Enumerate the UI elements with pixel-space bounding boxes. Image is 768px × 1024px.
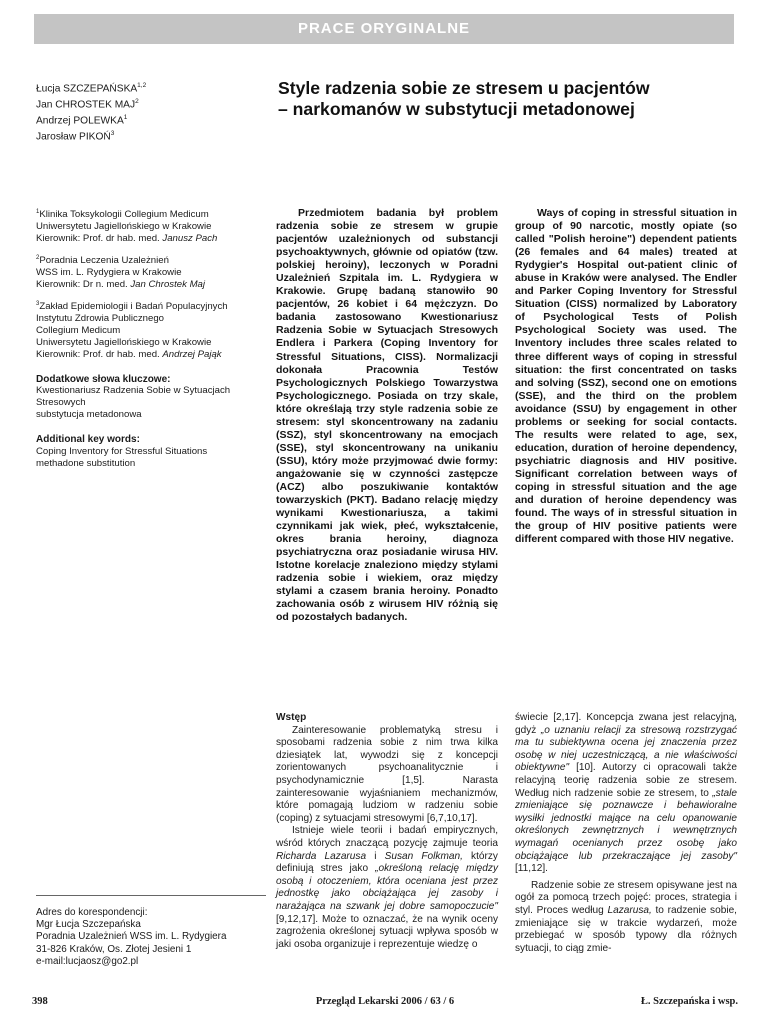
- abstract-english: [515, 207, 737, 546]
- title-line: – narkomanów w substytucji metadonowej: [278, 99, 635, 119]
- correspondence-line: Poradnia Uzależnień WSS im. L. Rydygiera: [36, 931, 227, 943]
- title-line: Style radzenia sobie ze stresem u pacjentów: [278, 78, 650, 98]
- keywords-heading: Dodatkowe słowa kluczowe:: [36, 373, 171, 385]
- body-paragraph: Radzenie sobie ze stresem opisywane jest na ogół za pomocą trzech pojęć: proces, strategia i styl. Proces według Lazarusa, to radzenie sobie, zmieniające się w trakcie wydarzeń, może przebiegać w sposób typowy dla różnych sytuacji, to ciąg zmie-: [515, 879, 737, 954]
- page-number: 398: [32, 996, 48, 1007]
- keyword: Kwestionariusz Radzenia Sobie w Sytuacjach: [36, 385, 231, 397]
- page-footer: [32, 996, 738, 1012]
- affiliation: $^2$Poradnia Leczenia Uzależnień WSS im. L. Rydygiera w Krakowie Kierownik: Dr n. med. Jan Chrostek Maj: [36, 254, 206, 290]
- correspondence-heading: Adres do korespondencji:: [36, 907, 148, 918]
- correspondence-email: e-mail:lucjaosz@go2.pl: [36, 955, 139, 967]
- section-banner: PRACE ORYGINALNE: [34, 14, 734, 44]
- footnote-divider: [36, 895, 266, 896]
- affiliation: $^3$Zakład Epidemiologii i Badań Populacyjnych Instytutu Zdrowia Publicznego Collegium Medicum Uniwersytetu Jagiellońskiego w Krakowie Kierownik: Prof. dr hab. med. Andrzej Pająk: [36, 300, 228, 360]
- article-title: [278, 78, 738, 120]
- author-name: Łucja SZCZEPAŃSKA$^{1,2}$: [36, 82, 147, 95]
- correspondence-line: 31-826 Kraków, Os. Złotej Jesieni 1: [36, 943, 192, 955]
- keyword: substytucja metadonowa: [36, 409, 142, 421]
- author-list: [36, 80, 226, 144]
- body-paragraph: Zainteresowanie problematyką stresu i sposobami radzenia sobie z nim trwa kilka dziesiątek lat, wywodzi się z koncepcji zorientowanych psychoanalitycznie i psychodynamicznie [1,5]. Narasta zainteresowanie wyjaśnianiem mechanizmów, które pomagają ludziom w radzeniu sobie (coping) z sytuacjami stresowymi [6,7,10,17].: [276, 724, 498, 824]
- body-paragraph: Istnieje wiele teorii i badań empirycznych, wśród których znaczącą pozycję zajmuje teoria Richarda Lazarusa i Susan Folkman, którzy definiują stres jako „określoną relację między osobą i otoczeniem, która oceniana jest przez jednostkę jako obciążająca jej zasoby i narażająca na szwank jej dobre samopoczucie" [9,12,17]. Może to oznaczać, że na wynik oceny zagrożenia określonej sytuacji wpływa sposób w jaki osoba organizuje i reprezentuje wiedzę o: [276, 825, 498, 950]
- keyword: methadone substitution: [36, 457, 136, 469]
- body-paragraph: świecie [2,17]. Koncepcja zwana jest relacyjną, gdyż „o uznaniu relacji za stresową rozstrzygać ma tu subiektywna ocena jej znaczenia przez osobę w niej uczestniczącą, a nie właściwości obiektywne" [10]. Autorzy ci opracowali także relacyjną teorię radzenia sobie ze stresem. Według nich radzenie sobie ze stresem, to „stale zmieniające się poznawcze i behawioralne wysiłki jednostki mające na celu opanowanie określonych zewnętrznych i wewnętrznych wymagań ocenianych przez osobę jako obciążające lub przekraczające jej zasoby" [11,12].: [515, 712, 737, 875]
- running-head: Ł. Szczepańska i wsp.: [640, 996, 738, 1007]
- abstract-polish: [276, 207, 498, 625]
- abstract-text: Przedmiotem badania był problem radzenia sobie ze stresem w grupie pacjentów uzależnionych od substancji psychoaktywnych, głównie od opiatów (tzw. polskiej heroiny), leczonych w Poradni Uzależnień Szpitala im. L. Rydygiera w Krakowie. Grupę badaną stanowiło 90 pacjentów, 26 kobiet i 64 mężczyzn. Do badania zastosowano Kwestionariusz Radzenia Sobie w Sytuacjach Stresowych Endlera i Parkera (Coping Inventory for Stressful Situations, CISS). Normalizacji dokonała Pracownia Testów Psychologicznych Polskiego Towarzystwa Psychologicznego. Posiada on trzy skale, które określają trzy style radzenia sobie ze stresem: styl skoncentrowany na zadaniu (SSZ), styl skoncentrowany na emocjach (SSE), styl skoncentrowany na unikaniu (SSU), który może przyjmować dwie formy: angażowanie się w czynności zastępcze (ACZ) albo poszukiwanie kontaktów towarzyskich (PKT). Badano relację między wynikami Kwestionariusza, a takimi czynnikami jak wiek, płeć, wykształcenie, okres brania heroiny, diagnoza psychiatryczna oraz posiadanie wirusa HIV. Istotne korelacje znaleziono między stylami radzenia sobie i wiekiem, oraz między stylami a czasem brania heroiny. Ponadto zachowania osób z wirusem HIV różnią się od pozostałych badanych.: [276, 207, 498, 624]
- abstract-text: Ways of coping in stressful situation in group of 90 narcotic, mostly opiate (so called "Polish heroine") dependent patients (26 females and 64 males) treated at Rydygier's Hospital out-patient clinic of abuse in Kraków were analysed. The Endler and Parker Coping Inventory for Stressful Situation (CISS) normalized by Laboratory of Psychological Tests of Polish Psychological Society was used. The Inventory includes three scales related to three different ways of coping in stressful situation: the first concentrated on tasks and solving (SSZ), second one on emotions (SSE), and the third on the problem avoidance (SSU) by engagement in other problems or seeking for social contacts. The results were related to age, sex, education, duration of heroine dependency, psychiatric diagnosis and HIV positive. Significant correlation between ways of coping in stressful situation and the age and duration of heroine dependency was found. The ways of in stressful situation in the group of HIV positive patients were different compared with those HIV negative.: [515, 207, 737, 546]
- affiliation: $^1$Klinika Toksykologii Collegium Medicum Uniwersytetu Jagiellońskiego w Krakowie Kierownik: Prof. dr hab. med. Janusz Pach: [36, 209, 218, 244]
- journal-citation: Przegląd Lekarski 2006 / 63 / 6: [315, 996, 455, 1007]
- body-column-right: [515, 712, 737, 955]
- section-heading: Wstęp: [276, 712, 307, 723]
- author-name: Jan CHROSTEK MAJ$^2$: [36, 97, 139, 111]
- keywords-english: [36, 434, 266, 470]
- keyword: Stresowych: [36, 397, 86, 409]
- keyword: Coping Inventory for Stressful Situations: [36, 446, 208, 458]
- keywords-heading: Additional key words:: [36, 434, 140, 446]
- correspondence-address: [36, 907, 266, 968]
- author-name: Andrzej POLEWKA$^1$: [36, 113, 128, 127]
- correspondence-name: Mgr Łucja Szczepańska: [36, 919, 141, 931]
- affiliations: [36, 207, 266, 470]
- keywords-polish: [36, 374, 266, 422]
- author-name: Jarosław PIKOŃ$^3$: [36, 129, 115, 143]
- body-column-left: [276, 712, 498, 951]
